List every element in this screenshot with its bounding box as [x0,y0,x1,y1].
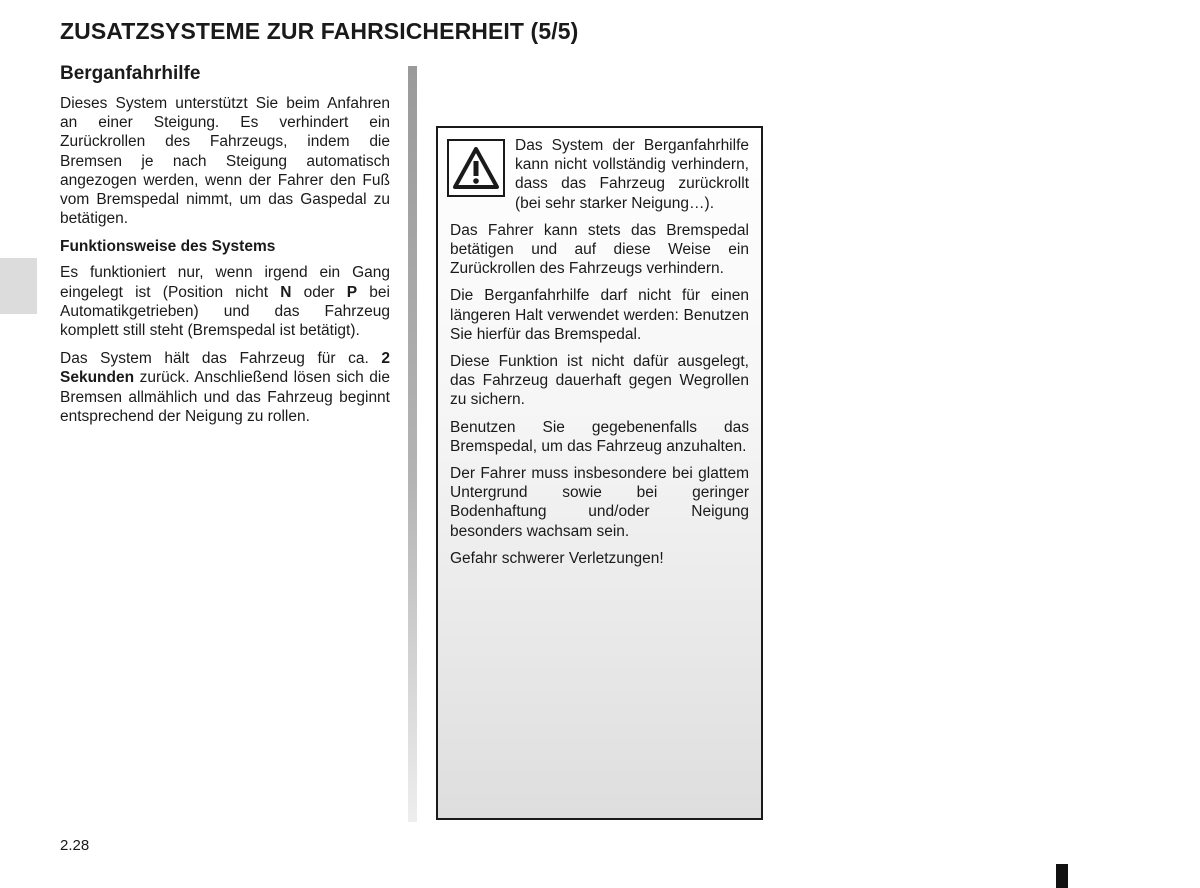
gear-n-label: N [280,283,292,301]
corner-mark [1056,864,1068,888]
page-title: ZUSATZSYSTEME ZUR FAHRSICHERHEIT (5/5) [60,18,579,44]
warning-paragraph: Gefahr schwerer Verletzungen! [450,549,664,567]
hold-paragraph [60,349,390,426]
page-number: 2.28 [60,837,90,854]
column-divider [408,66,417,822]
section-heading: Berganfahrhilfe [60,63,201,84]
function-text-c: bei Automatikgetrieben) und das Fahrzeug komplett still steht (Bremspedal ist betätigt). [60,283,390,340]
hold-text-b: zurück. Anschließend lösen sich die Bremsen allmählich und das Fahrzeug beginnt entsprechend der Neigung zu rollen. [60,369,390,425]
gear-p-label: P [346,283,358,301]
function-paragraph [60,263,390,340]
warning-paragraph: Diese Funktion ist nicht dafür ausgelegt, das Fahrzeug dauerhaft gegen Wegrollen zu sichern. [450,353,749,409]
function-text-b: oder [291,283,347,301]
warning-box [436,126,763,820]
warning-paragraph: Das Fahrer kann stets das Bremspedal betätigen und auf diese Weise ein Zurückrollen des Fahrzeugs verhindern. [450,221,749,278]
section-tab-marker [0,258,37,314]
function-text-a: Es funktioniert nur, wenn irgend ein Gang eingelegt ist (Position nicht [60,264,390,301]
warning-triangle-icon [447,139,505,197]
hold-text-a: Das System hält das Fahrzeug für ca. [60,350,382,368]
left-column [60,62,390,435]
warning-paragraph: Das System der Berganfahrhilfe kann nicht vollständig verhindern, dass das Fahrzeug zurückrollt (bei sehr starker Neigung…). [515,137,749,212]
warning-paragraph: Die Berganfahrhilfe darf nicht für einen längeren Halt verwendet werden: Benutzen Sie hierfür das Bremspedal. [450,287,749,343]
warning-paragraph: Der Fahrer muss insbesondere bei glattem Untergrund sowie bei geringer Bodenhaftung und/oder Neigung besonders wachsam sein. [450,465,749,540]
hold-duration: 2 Sekunden [60,350,390,387]
warning-paragraph: Benutzen Sie gegebenenfalls das Bremspedal, um das Fahrzeug anzuhalten. [450,418,749,455]
intro-paragraph: Dieses System unterstützt Sie beim Anfahren an einer Steigung. Es verhindert ein Zurückrollen des Fahrzeugs, indem die Bremsen je nach Steigung automatisch angezogen werden, wenn der Fahrer den Fuß vom Bremspedal nimmt, um das Gaspedal zu betätigen. [60,95,390,228]
subheading: Funktionsweise des Systems [60,238,276,256]
